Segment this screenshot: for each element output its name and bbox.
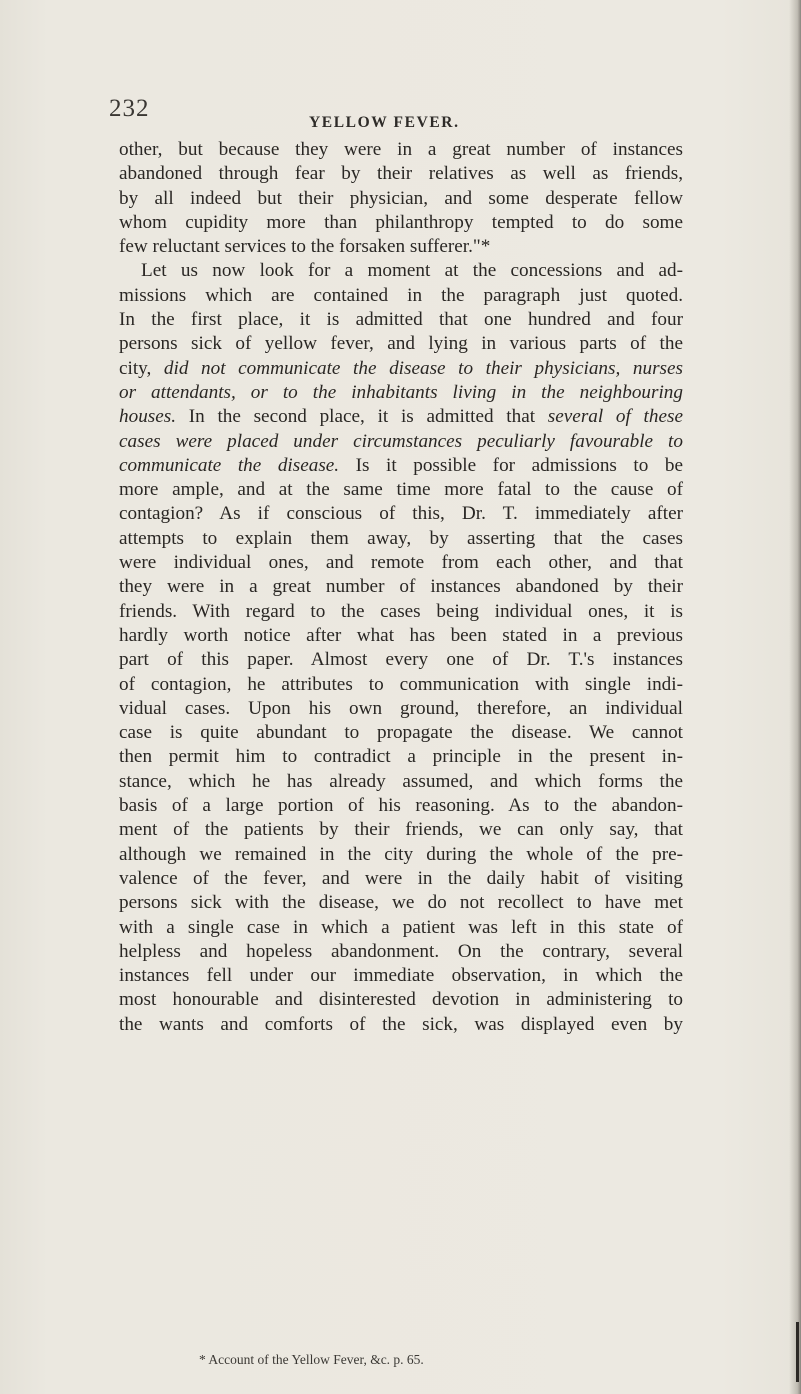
text-line: attempts to explain them away, by asserting that the cases	[119, 527, 683, 549]
running-head: YELLOW FEVER.	[309, 114, 460, 131]
text-line: most honourable and disinterested devotion in administering to	[119, 989, 683, 1011]
text-line	[119, 430, 683, 454]
text-line: In the first place, it is admitted that one hundred and four	[119, 309, 683, 331]
text-line: by all indeed but their physician, and some desperate fellow	[119, 187, 683, 209]
text-run: In the second place, it is admitted that	[176, 406, 548, 428]
text-line: although we remained in the city during the whole of the pre-	[119, 843, 683, 865]
text-line: were individual ones, and remote from each other, and that	[119, 552, 683, 574]
text-line: instances fell under our immediate observation, in which the	[119, 965, 683, 987]
text-line: few reluctant services to the forsaken sufferer."*	[119, 236, 491, 258]
italic-run: several of these	[547, 406, 683, 428]
footnote: * Account of the Yellow Fever, &c. p. 65.	[199, 1352, 424, 1367]
text-line: the wants and comforts of the sick, was displayed even by	[119, 1013, 683, 1035]
page-edge-mark	[796, 1322, 799, 1382]
text-run: city,	[119, 357, 164, 379]
italic-run: cases were placed under circumstances peculiarly favourable to	[119, 430, 683, 452]
text-line: more ample, and at the same time more fatal to the cause of	[119, 479, 683, 501]
text-line: with a single case in which a patient was left in this state of	[119, 916, 683, 938]
text-line: friends. With regard to the cases being individual ones, it is	[119, 600, 683, 622]
text-line: of contagion, he attributes to communication with single indi-	[119, 673, 683, 695]
text-line	[119, 405, 683, 429]
body-text	[119, 138, 683, 1037]
page-edge-shadow	[789, 0, 801, 1394]
text-line: helpless and hopeless abandonment. On the contrary, several	[119, 940, 683, 962]
text-line: hardly worth notice after what has been stated in a previous	[119, 624, 683, 646]
text-line: they were in a great number of instances abandoned by their	[119, 576, 683, 598]
text-line: ment of the patients by their friends, we can only say, that	[119, 819, 683, 841]
text-line: contagion? As if conscious of this, Dr. T. immediately after	[119, 503, 683, 525]
text-line: Let us now look for a moment at the concessions and ad-	[141, 260, 683, 282]
italic-run: houses.	[119, 406, 177, 428]
text-line: missions which are contained in the paragraph just quoted.	[119, 284, 683, 306]
text-line: abandoned through fear by their relatives as well as friends,	[119, 163, 683, 185]
text-line: basis of a large portion of his reasoning. As to the abandon-	[119, 795, 683, 817]
italic-run: or attendants, or to the inhabitants living in the neighbouring	[119, 381, 683, 403]
text-line	[119, 381, 683, 405]
text-line: valence of the fever, and were in the daily habit of visiting	[119, 867, 683, 889]
text-line	[119, 357, 683, 381]
text-line: then permit him to contradict a principle in the present in-	[119, 746, 683, 768]
italic-run: did not communicate the disease to their physicians, nurses	[163, 357, 683, 379]
italic-run: communicate the disease.	[119, 454, 340, 476]
page-number: 232	[109, 95, 150, 122]
text-line: whom cupidity more than philanthropy tempted to do some	[119, 211, 683, 233]
text-line: case is quite abundant to propagate the disease. We cannot	[119, 722, 683, 744]
text-line: other, but because they were in a great number of instances	[119, 139, 683, 160]
text-line: persons sick with the disease, we do not recollect to have met	[119, 892, 683, 914]
text-line: persons sick of yellow fever, and lying in various parts of the	[119, 333, 683, 355]
text-line: stance, which he has already assumed, and which forms the	[119, 770, 683, 792]
text-run: Is it possible for admissions to be	[339, 454, 683, 476]
text-line: vidual cases. Upon his own ground, therefore, an individual	[119, 697, 683, 719]
text-line: part of this paper. Almost every one of Dr. T.'s instances	[119, 649, 683, 671]
text-line	[119, 454, 683, 478]
